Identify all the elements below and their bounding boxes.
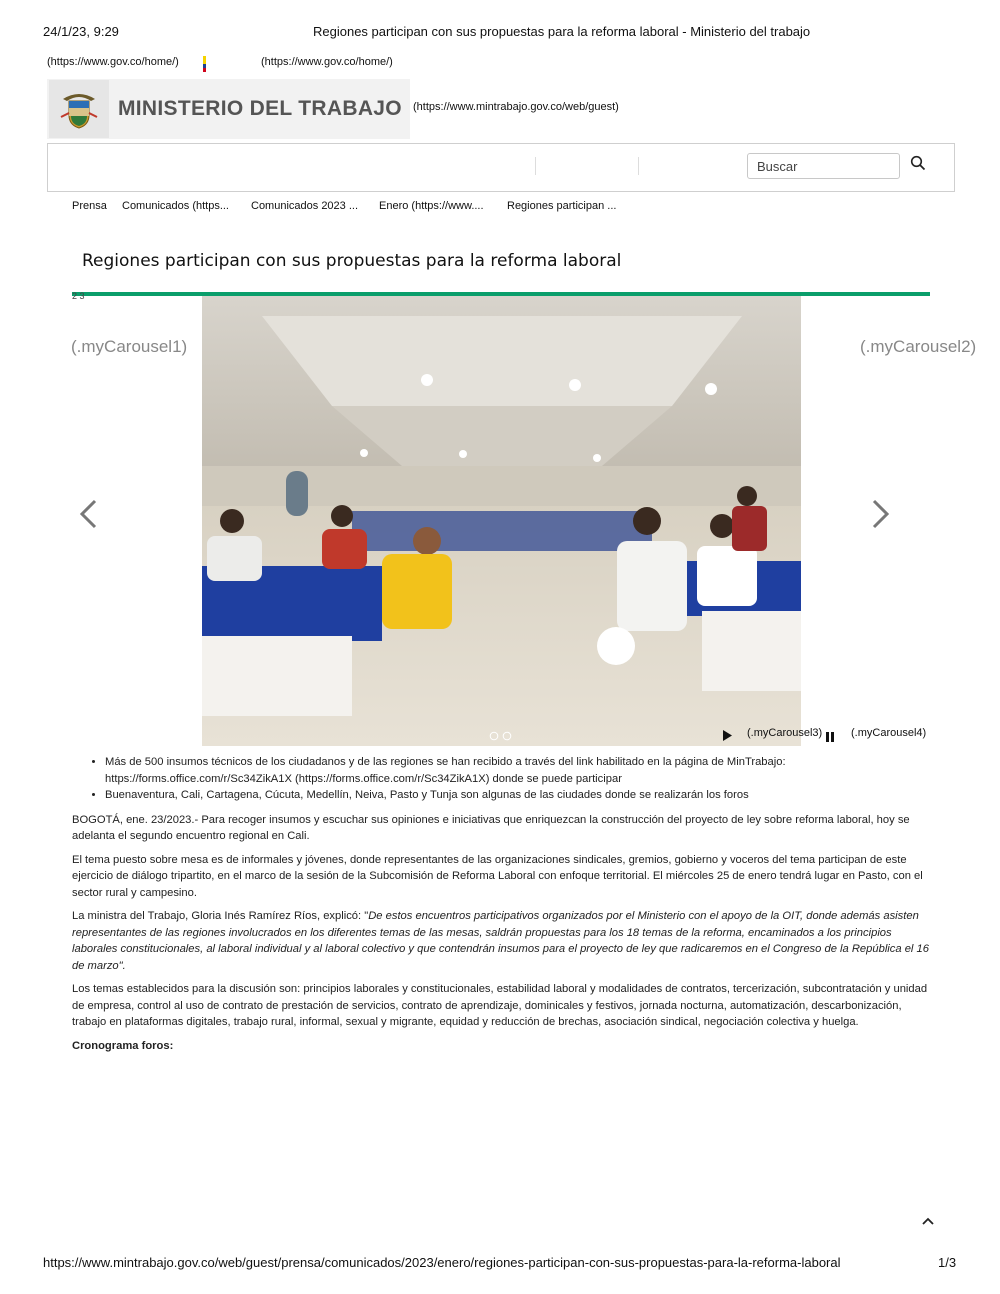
- ministry-brand-name: MINISTERIO DEL TRABAJO: [118, 97, 402, 120]
- search-icon[interactable]: [910, 155, 926, 176]
- chevron-up-icon[interactable]: [921, 1213, 935, 1231]
- ministry-home-link[interactable]: (https://www.mintrabajo.gov.co/web/guest): [413, 101, 619, 113]
- paragraph-topics-list: Los temas establecidos para la discusión son: principios laborales y constitucionales, estabilidad laboral y modalidades de contratos, tercerización, subcontratación y unidad de empresa, control al uso de contrato de prestación de servicios, contrato de aprendizaje, dominicales y festivos, jornada nocturna, automatización, descarbonización, trabajo en plataformas digitales, trabajo rural, informal, sexual y migrante, equidad y reducción de brechas, asociación sindical, negociación colectiva y huelga.: [72, 983, 928, 1028]
- search-input[interactable]: Buscar: [747, 153, 900, 179]
- gov-co-link-secondary[interactable]: (https://www.gov.co/home/): [261, 56, 393, 68]
- gov-co-link[interactable]: (https://www.gov.co/home/): [47, 56, 179, 68]
- list-item: • Buenaventura, Cali, Cartagena, Cúcuta, Medellín, Neiva, Pasto y Tunja son algunas de las ciudades donde se realizarán los foros: [105, 787, 930, 804]
- nav-divider: [535, 157, 536, 175]
- carousel-indicator-dots[interactable]: [489, 728, 513, 746]
- carousel-counter: 2 3: [72, 291, 85, 301]
- article-body: [72, 754, 930, 1061]
- breadcrumb-item-enero[interactable]: Enero (https://www....: [379, 200, 484, 212]
- paragraph-minister-quote: [72, 908, 930, 974]
- breadcrumb-item-comunicados[interactable]: Comunicados (https...: [122, 200, 229, 212]
- chevron-right-icon[interactable]: [870, 498, 892, 535]
- print-page-title: Regiones participan con sus propuestas para la reforma laboral - Ministerio del trabajo: [313, 24, 811, 39]
- play-icon[interactable]: [722, 728, 732, 746]
- quote-intro: La ministra del Trabajo, Gloria Inés Ramírez Ríos, explicó: ": [72, 910, 369, 922]
- breadcrumb-item-prensa[interactable]: Prensa: [72, 200, 107, 212]
- article-title: Regiones participan con sus propuestas para la reforma laboral: [82, 251, 622, 271]
- carousel-next-label[interactable]: (.myCarousel2): [860, 337, 977, 356]
- schedule-heading: Cronograma foros:: [72, 1039, 174, 1052]
- nav-divider: [638, 157, 639, 175]
- carousel-photo: [202, 296, 801, 746]
- carousel-prev-label[interactable]: (.myCarousel1): [71, 337, 188, 356]
- breadcrumb-item-current[interactable]: Regiones participan ...: [507, 200, 617, 212]
- print-footer-url: https://www.mintrabajo.gov.co/web/guest/prensa/comunicados/2023/enero/regiones-participan-con-sus-propuestas-para-la-reforma-laboral: [43, 1255, 841, 1270]
- quote-text: De estos encuentros participativos organizados por el Ministerio con el apoyo de la OIT, donde además asisten representantes de las regiones involucrados en los diferentes temas de las mesas, saldrán propuestas para los 18 temas de la reforma, encaminados a los principios laborales constitucionales, al laboral individual y al laboral colectivo y que contendrán insumos para el proyecto de ley que radicaremos en el Congreso de la República el 16 de marzo".: [72, 910, 929, 972]
- chevron-left-icon[interactable]: [77, 498, 99, 535]
- paragraph-topic: El tema puesto sobre mesa es de informales y jóvenes, donde representantes de las organizaciones sindicales, gremios, gobierno y voceros del tema participan de este ejercicio de diálogo tripartito, en el marco de la sesión de la Subcomisión de Reforma Laboral con enfoque territorial. El miércoles 25 de enero tendrá lugar en Pasto, con el sector rural y campesino.: [72, 853, 923, 899]
- coat-of-arms-icon: [49, 80, 109, 138]
- colombia-flag-icon: [203, 56, 206, 72]
- paragraph-intro: BOGOTÁ, ene. 23/2023.- Para recoger insumos y escuchar sus opiniones e iniciativas que enriquezcan la construcción del proyecto de ley sobre reforma laboral, hoy se adelanta el segundo encuentro regional en Cali.: [72, 813, 910, 842]
- pause-icon[interactable]: [826, 729, 835, 747]
- carousel-play-label[interactable]: (.myCarousel3): [747, 727, 823, 739]
- breadcrumb-item-comunicados-2023[interactable]: Comunicados 2023 ...: [251, 200, 359, 212]
- list-item: • Más de 500 insumos técnicos de los ciudadanos y de las regiones se han recibido a través del link habilitado en la página de MinTrabajo: https://forms.office.com/r/Sc34ZikA1X (https://forms.office.com/r/Sc34ZikA1X) donde se puede participar: [105, 754, 930, 787]
- carousel-pause-label[interactable]: (.myCarousel4): [851, 727, 927, 739]
- highlights-list: [72, 754, 930, 804]
- print-page-number: 1/3: [938, 1255, 957, 1270]
- print-datetime: 24/1/23, 9:29: [43, 24, 119, 39]
